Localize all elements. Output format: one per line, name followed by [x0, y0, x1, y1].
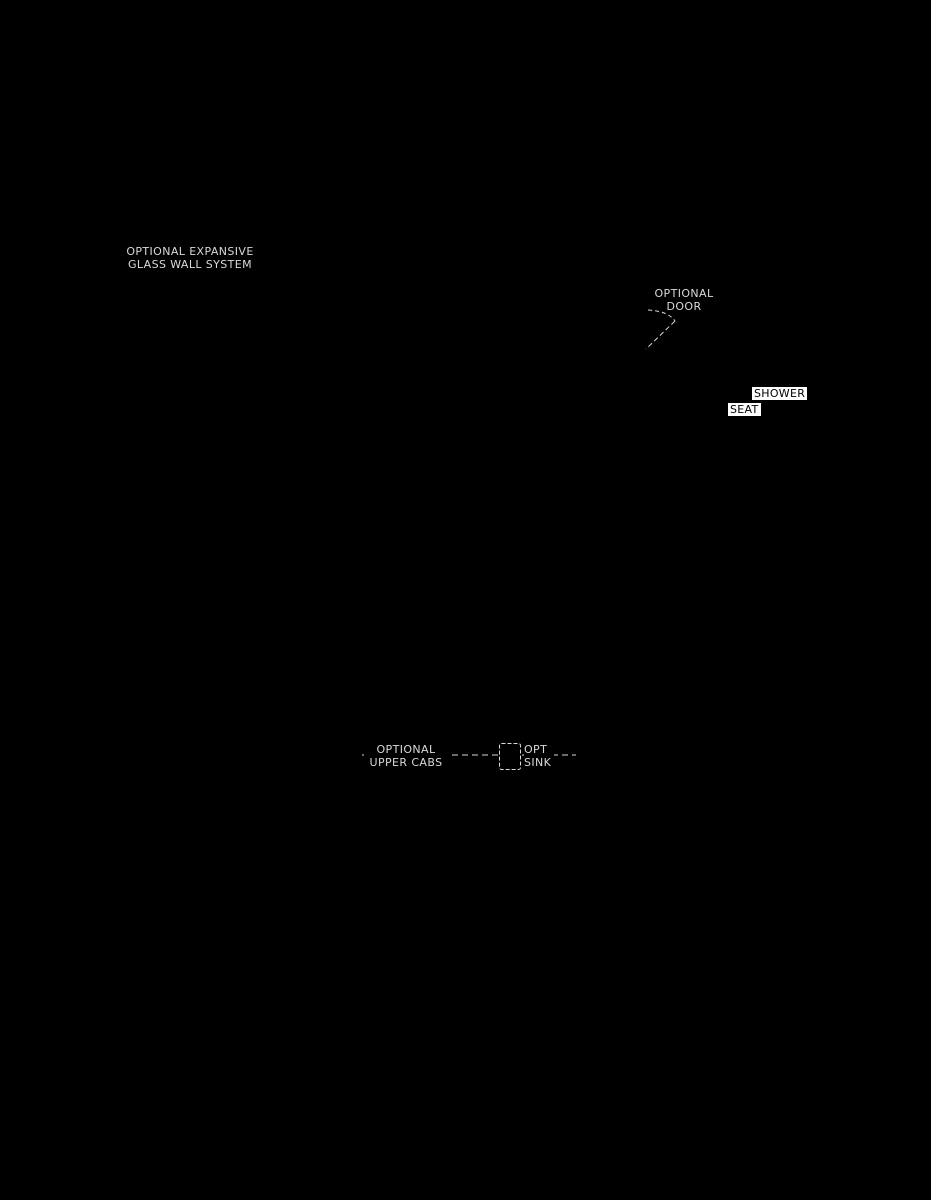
upper-cabs-label: [364, 743, 448, 769]
seat-tag: SEAT: [730, 403, 759, 416]
optional-door-label-line1: OPTIONAL: [654, 287, 714, 300]
optional-door-swing: [640, 305, 682, 355]
upper-cabs-label-line1: OPTIONAL: [376, 743, 436, 756]
glass-wall-label-line1: OPTIONAL EXPANSIVE: [126, 245, 254, 258]
glass-wall-label: [120, 245, 260, 271]
upper-cabs-label-line2: UPPER CABS: [369, 756, 443, 769]
glass-wall-label-line2: GLASS WALL SYSTEM: [127, 258, 253, 271]
opt-sink-label-line2: SINK: [524, 756, 552, 769]
shower-tag: SHOWER: [754, 387, 806, 400]
opt-sink-icon: [498, 742, 524, 772]
optional-door-label-line2: DOOR: [666, 300, 702, 313]
opt-sink-label-line1: OPT: [524, 743, 548, 756]
opt-sink-label: [524, 743, 554, 769]
